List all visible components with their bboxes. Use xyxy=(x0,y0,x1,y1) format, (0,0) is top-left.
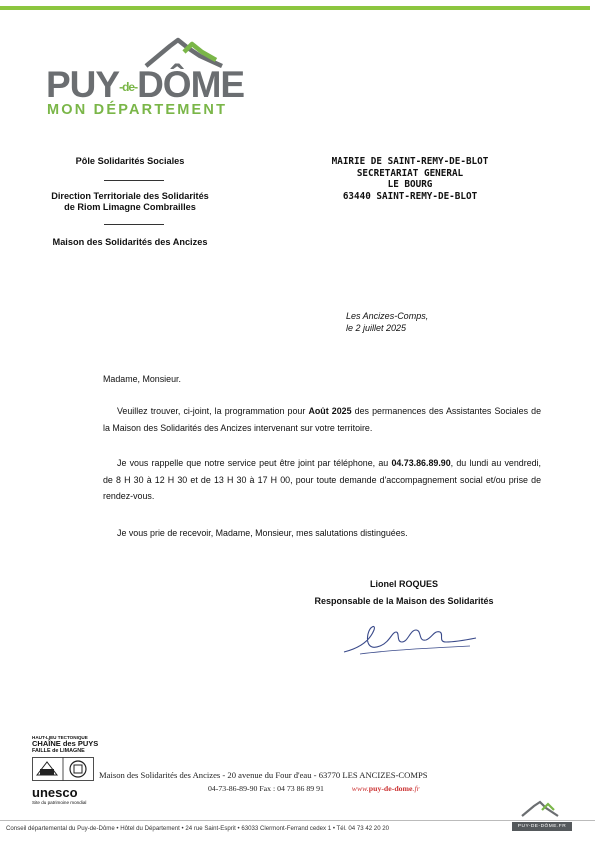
unesco-block xyxy=(32,735,98,806)
recipient-line3: LE BOURG xyxy=(387,179,433,190)
closing xyxy=(103,525,541,542)
recipient-line2: SECRETARIAT GENERAL xyxy=(356,167,464,179)
sender-direction-line1: Direction Territoriale des Solidarités xyxy=(51,191,209,201)
footer-maison-address: - 20 avenue du Four d'eau - 63770 LES ANCIZES-COMPS xyxy=(220,770,428,780)
unesco-wordmark: unesco xyxy=(32,785,78,800)
sender-pole: Pôle Solidarités Sociales xyxy=(75,156,185,166)
sender-maison: Maison des Solidarités des Ancizes xyxy=(52,237,208,247)
recipient-line1: MAIRIE DE SAINT-REMY-DE-BLOT xyxy=(331,156,489,167)
logo-puy: PUY xyxy=(46,64,120,105)
top-color-bar xyxy=(0,6,590,10)
recipient-address xyxy=(298,156,522,202)
signatory-name: Lionel ROQUES xyxy=(369,579,438,589)
paragraph-1-a: Veuillez trouver, ci-joint, la programmation pour xyxy=(117,406,309,416)
place: Les Ancizes-Comps, xyxy=(346,311,429,321)
divider xyxy=(104,180,164,181)
date: le 2 juillet 2025 xyxy=(346,323,407,333)
logo-wordmark xyxy=(46,65,244,107)
phone-bold: 04.73.86.89.90 xyxy=(391,458,451,468)
place-date xyxy=(346,310,428,334)
unesco-emblem-icon xyxy=(32,757,94,781)
paragraph-2 xyxy=(103,455,541,505)
footer-divider xyxy=(0,820,595,821)
paragraph-2-a: Je vous rappelle que notre service peut être joint par téléphone, au xyxy=(117,458,392,468)
divider xyxy=(104,224,164,225)
unesco-label-1: HAUT-LIEU TECTONIQUE xyxy=(32,735,88,740)
footer-website-link[interactable] xyxy=(352,784,420,793)
sender-direction xyxy=(40,191,220,213)
salutation: Madame, Monsieur. xyxy=(103,374,181,384)
logo-subtitle: MON DÉPARTEMENT xyxy=(47,102,228,118)
closing-text: Je vous prie de recevoir, Madame, Monsieur, mes salutations distinguées. xyxy=(117,528,408,538)
paragraph-2-b: , du lundi au vendredi, de 8 H 30 à 12 H 30 et de 13 H 30 à 17 H 00, pour toute demande d'accompagnement social et/ou prise de rendez-vous. xyxy=(103,458,542,501)
recipient-line4: 63440 SAINT-REMY-DE-BLOT xyxy=(342,190,478,202)
unesco-subtitle: Site du patrimoine mondial xyxy=(32,800,87,805)
footer-website-a: www. xyxy=(351,784,369,793)
footer-phone: 04-73-86-89-90 Fax : 04 73 86 89 91 xyxy=(208,784,324,793)
logo-de: -de- xyxy=(119,80,138,95)
unesco-label-3: FAILLE de LIMAGNE xyxy=(32,748,85,754)
handwritten-signature xyxy=(340,620,480,660)
footer-institution: Conseil départemental du Puy-de-Dôme • Hôtel du Département • 24 rue Saint-Esprit • 63033 Clermont-Ferrand cedex 1 • Tél. 04 73 42 20 20 xyxy=(6,825,390,832)
footer-maison xyxy=(99,770,428,780)
footer-badge: PUY-DE-DÔME.FR xyxy=(512,822,572,831)
footer-website-c: .fr xyxy=(412,784,420,793)
footer-website-b: puy-de-dome xyxy=(368,784,413,793)
sender-direction-line2: de Riom Limagne Combrailles xyxy=(64,202,196,212)
mountain-footer-icon xyxy=(520,798,560,818)
footer-contact xyxy=(208,784,420,793)
paragraph-1-b: des permanences des Assistantes Sociales de la Maison des Solidarités des Ancizes intervenant sur votre territoire. xyxy=(103,406,542,433)
logo-dome: DÔME xyxy=(137,64,245,105)
paragraph-1 xyxy=(103,403,541,436)
signatory-role: Responsable de la Maison des Solidarités xyxy=(314,596,494,606)
unesco-label-2: CHAÎNE des PUYS xyxy=(32,739,99,748)
month-bold: Août 2025 xyxy=(308,406,352,416)
footer-maison-name: Maison des Solidarités des Ancizes xyxy=(99,770,221,780)
